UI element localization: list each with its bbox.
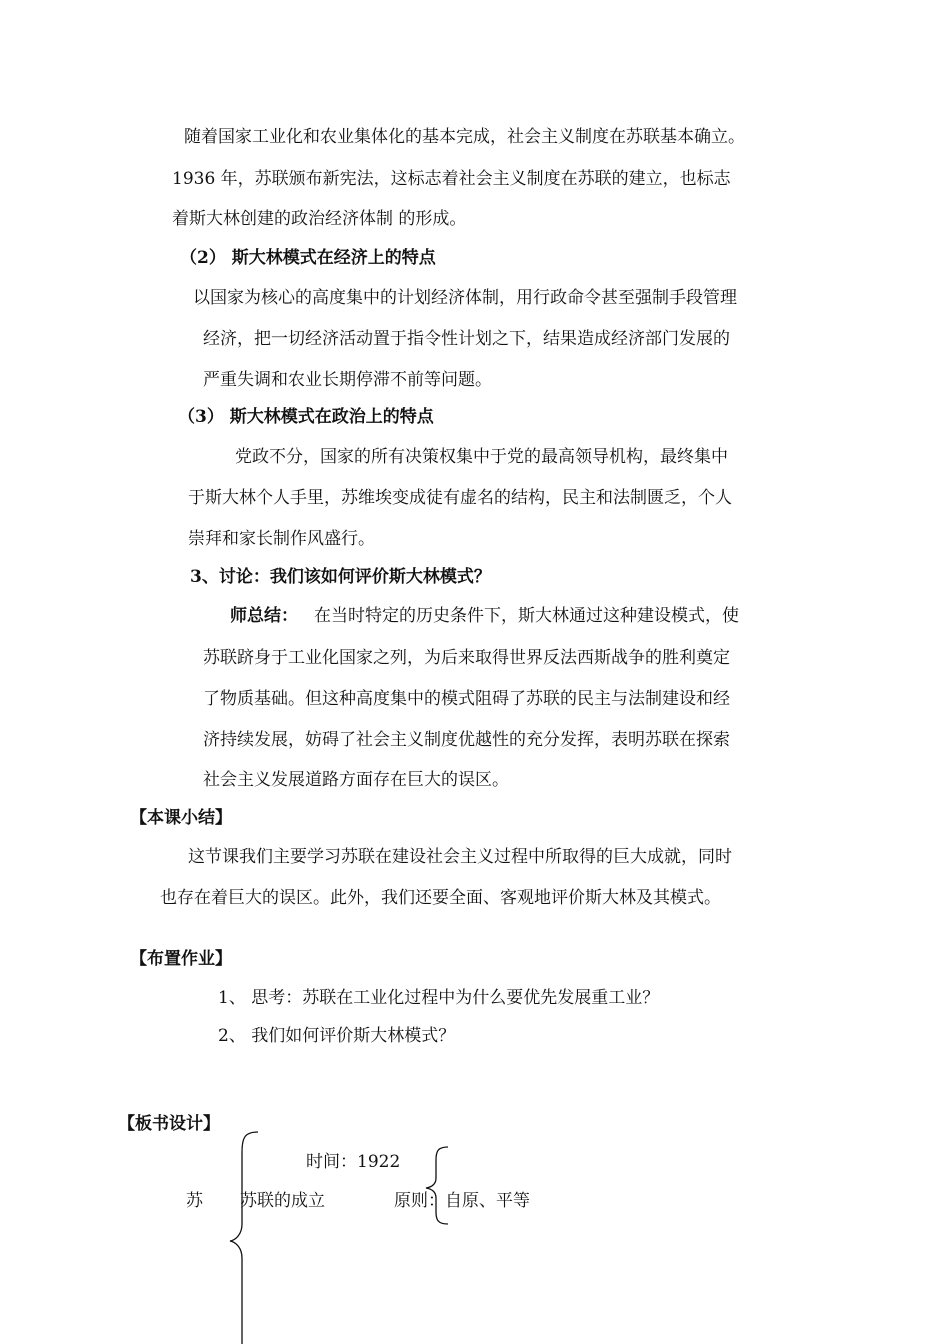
paragraph-line: 济持续发展，妨碍了社会主义制度优越性的充分发挥，表明苏联在探索 (203, 730, 730, 750)
paragraph-line: 着斯大林创建的政治经济体制 的形成。 (172, 209, 467, 229)
politics-heading: （3） 斯大林模式在政治上的特点 (178, 407, 434, 427)
board-time: 时间：1922 (306, 1152, 401, 1172)
paragraph-line: 严重失调和农业长期停滞不前等问题。 (203, 370, 492, 390)
homework-item: 2、 我们如何评价斯大林模式？ (218, 1026, 456, 1046)
paragraph-line: 社会主义发展道路方面存在巨大的误区。 (203, 770, 509, 790)
economy-heading: （2） 斯大林模式在经济上的特点 (180, 248, 436, 268)
paragraph-line: 崇拜和家长制作风盛行。 (188, 529, 375, 549)
summary-heading: 【本课小结】 (130, 808, 232, 828)
paragraph-line: 这节课我们主要学习苏联在建设社会主义过程中所取得的巨大成就，同时 (188, 847, 732, 867)
paragraph-line: 苏联跻身于工业化国家之列，为后来取得世界反法西斯战争的胜利奠定 (203, 648, 730, 668)
paragraph-line: 在当时特定的历史条件下，斯大林通过这种建设模式，使 (314, 606, 739, 626)
paragraph-line: 经济，把一切经济活动置于指令性计划之下，结果造成经济部门发展的 (203, 329, 730, 349)
paragraph-line: 1936 年，苏联颁布新宪法，这标志着社会主义制度在苏联的建立，也标志 (172, 169, 731, 189)
board-heading: 【板书设计】 (118, 1114, 220, 1134)
homework-item: 1、 思考：苏联在工业化过程中为什么要优先发展重工业？ (218, 988, 660, 1008)
paragraph-line: 随着国家工业化和农业集体化的基本完成，社会主义制度在苏联基本确立。 (184, 127, 745, 147)
paragraph-line: 党政不分，国家的所有决策权集中于党的最高领导机构，最终集中 (235, 447, 728, 467)
board-root: 苏 (186, 1191, 203, 1211)
paragraph-line: 于斯大林个人手里，苏维埃变成徒有虚名的结构，民主和法制匮乏，个人 (188, 488, 732, 508)
small-brace-icon (418, 1144, 454, 1226)
paragraph-line: 以国家为核心的高度集中的计划经济体制，用行政命令甚至强制手段管理 (193, 288, 737, 308)
homework-heading: 【布置作业】 (130, 949, 232, 969)
board-branch: 苏联的成立 (240, 1191, 325, 1211)
board-principle: 原则：自原、平等 (394, 1191, 530, 1211)
paragraph-line: 了物质基础。但这种高度集中的模式阻碍了苏联的民主与法制建设和经 (203, 689, 730, 709)
large-brace-icon (222, 1128, 262, 1344)
paragraph-line: 也存在着巨大的误区。此外，我们还要全面、客观地评价斯大林及其模式。 (160, 888, 721, 908)
discussion-heading: 3、讨论：我们该如何评价斯大林模式？ (190, 567, 491, 587)
teacher-summary-label: 师总结： (230, 606, 298, 626)
